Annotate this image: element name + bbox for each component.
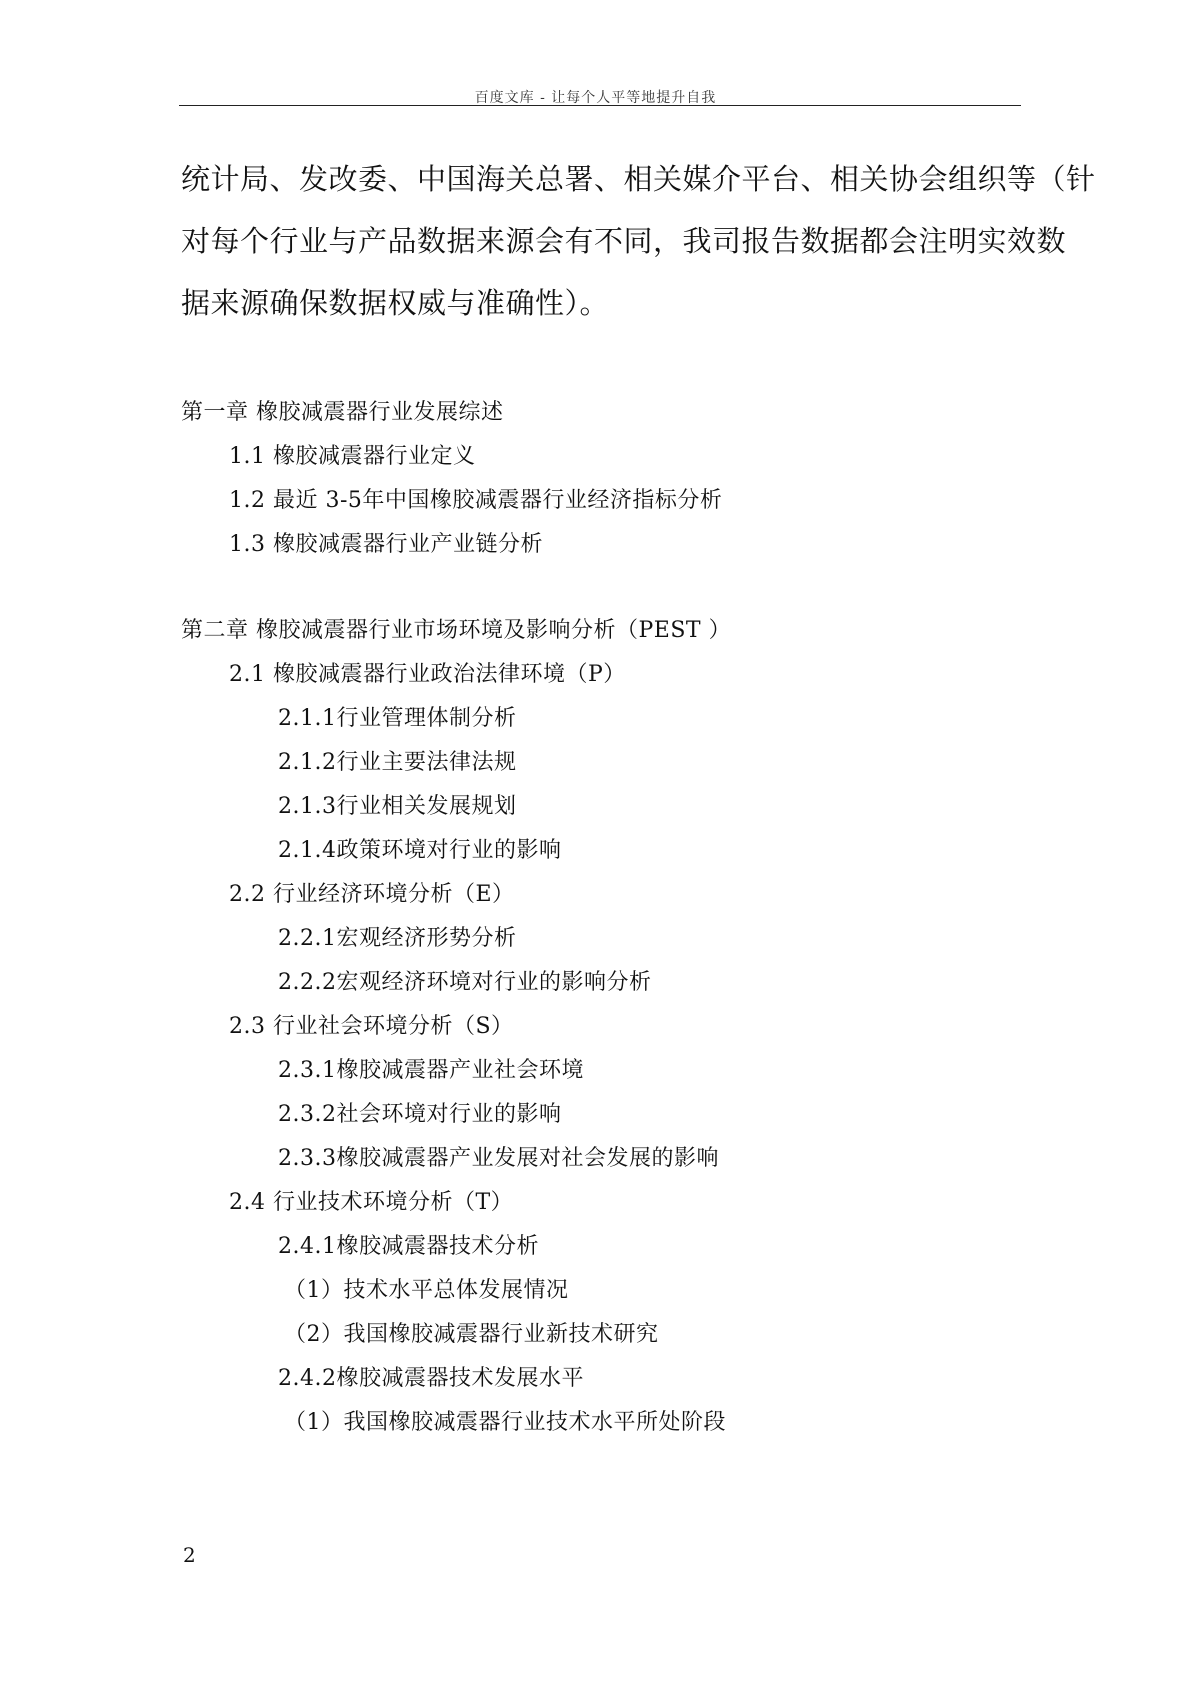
intro-line: 据来源确保数据权威与准确性）。	[181, 286, 610, 320]
intro-paragraph	[181, 148, 1096, 334]
intro-line: 统计局、发改委、中国海关总署、相关媒介平台、相关协会组织等（针	[181, 162, 1096, 196]
toc-entry: 2.4.1橡胶减震器技术分析	[278, 1234, 539, 1259]
toc-chapter-heading: 第一章 橡胶减震器行业发展综述	[181, 400, 504, 425]
toc-entry: 2.1.2行业主要法律法规	[278, 750, 517, 775]
toc-entry: 2.1.1行业管理体制分析	[278, 706, 517, 731]
toc-entry: 1.1 橡胶减震器行业定义	[229, 444, 476, 469]
toc-entry: （2）我国橡胶减震器行业新技术研究	[284, 1322, 659, 1347]
toc-entry: 2.3.2社会环境对行业的影响	[278, 1102, 562, 1127]
toc-entry: 1.2 最近 3-5年中国橡胶减震器行业经济指标分析	[229, 488, 723, 513]
toc-entry: （1）我国橡胶减震器行业技术水平所处阶段	[284, 1410, 726, 1435]
page-header-text: 百度文库 - 让每个人平等地提升自我	[474, 90, 717, 106]
toc-entry: 2.3.1橡胶减震器产业社会环境	[278, 1058, 584, 1083]
toc-chapter-heading: 第二章 橡胶减震器行业市场环境及影响分析（PEST ）	[181, 618, 732, 643]
toc-entry: 2.2 行业经济环境分析（E）	[229, 882, 515, 907]
toc-entry: 2.4 行业技术环境分析（T）	[229, 1190, 514, 1215]
toc-entry: 2.2.2宏观经济环境对行业的影响分析	[278, 970, 652, 995]
toc-entry: 2.2.1宏观经济形势分析	[278, 926, 517, 951]
toc-entry: 2.1.4政策环境对行业的影响	[278, 838, 562, 863]
toc-entry: 2.1 橡胶减震器行业政治法律环境（P）	[229, 662, 626, 687]
toc-entry: 2.3.3橡胶减震器产业发展对社会发展的影响	[278, 1146, 719, 1171]
header-divider	[179, 105, 1021, 106]
toc-entry: 2.1.3行业相关发展规划	[278, 794, 517, 819]
toc-entry: 1.3 橡胶减震器行业产业链分析	[229, 532, 543, 557]
intro-line: 对每个行业与产品数据来源会有不同，我司报告数据都会注明实效数	[181, 224, 1067, 258]
toc-entry: 2.3 行业社会环境分析（S）	[229, 1014, 514, 1039]
toc-entry: （1）技术水平总体发展情况	[284, 1278, 569, 1303]
page-number: 2	[183, 1543, 196, 1567]
toc-entry: 2.4.2橡胶减震器技术发展水平	[278, 1366, 584, 1391]
